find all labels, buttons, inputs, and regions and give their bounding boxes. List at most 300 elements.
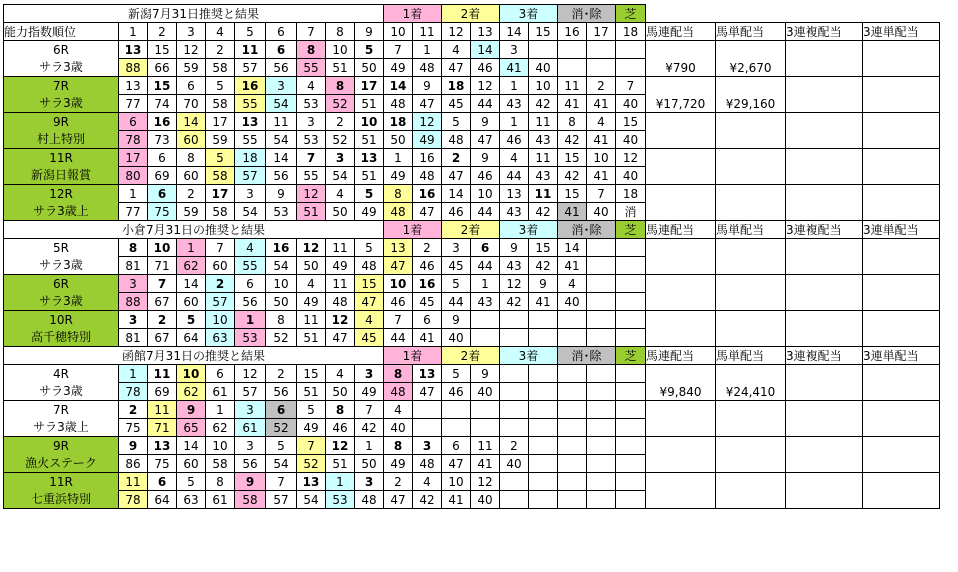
horse-number: 1 bbox=[413, 41, 442, 59]
ability-index: 50 bbox=[326, 203, 355, 221]
ability-index bbox=[529, 383, 558, 401]
race-rank-row bbox=[4, 401, 940, 419]
ability-index: 43 bbox=[471, 293, 500, 311]
ability-index: 75 bbox=[119, 419, 148, 437]
payout-value bbox=[646, 437, 716, 473]
ability-index bbox=[558, 59, 587, 77]
ability-index bbox=[500, 329, 529, 347]
legend-scratch: 消･除 bbox=[558, 347, 616, 365]
horse-number: 3 bbox=[235, 401, 266, 419]
horse-number: 4 bbox=[413, 473, 442, 491]
horse-number: 3 bbox=[119, 275, 148, 293]
horse-number: 4 bbox=[384, 401, 413, 419]
horse-number: 9 bbox=[413, 77, 442, 95]
ability-index bbox=[587, 329, 616, 347]
horse-number: 2 bbox=[413, 239, 442, 257]
horse-number: 9 bbox=[471, 365, 500, 383]
horse-number: 8 bbox=[558, 113, 587, 131]
horse-number bbox=[500, 473, 529, 491]
ability-index: 43 bbox=[529, 167, 558, 185]
ability-index: 70 bbox=[177, 95, 206, 113]
ability-index: 69 bbox=[148, 383, 177, 401]
horse-number bbox=[413, 401, 442, 419]
ability-index: 51 bbox=[355, 167, 384, 185]
horse-number: 12 bbox=[326, 311, 355, 329]
horse-number: 1 bbox=[471, 275, 500, 293]
ability-index: 56 bbox=[235, 455, 266, 473]
ability-index bbox=[500, 383, 529, 401]
horse-number: 16 bbox=[148, 113, 177, 131]
legend-third: 3着 bbox=[500, 5, 558, 23]
horse-number: 3 bbox=[355, 365, 384, 383]
horse-number: 10 bbox=[177, 365, 206, 383]
payout-value bbox=[716, 149, 786, 185]
ability-index: 60 bbox=[206, 257, 235, 275]
ability-index: 45 bbox=[442, 95, 471, 113]
ability-index: 48 bbox=[413, 167, 442, 185]
payout-value bbox=[786, 275, 863, 311]
column-number: 4 bbox=[206, 23, 235, 41]
payout-header: 3連単配当 bbox=[863, 221, 940, 239]
horse-number: 5 bbox=[355, 185, 384, 203]
horse-number: 3 bbox=[355, 473, 384, 491]
horse-number: 17 bbox=[355, 77, 384, 95]
horse-number: 1 bbox=[500, 77, 529, 95]
horse-number: 6 bbox=[442, 437, 471, 455]
horse-number: 6 bbox=[148, 185, 177, 203]
ability-index: 40 bbox=[442, 329, 471, 347]
column-number: 5 bbox=[235, 23, 266, 41]
ability-index: 75 bbox=[148, 203, 177, 221]
ability-index: 40 bbox=[587, 203, 616, 221]
race-number: 11R bbox=[4, 149, 119, 167]
horse-number bbox=[616, 473, 646, 491]
payout-value bbox=[716, 275, 786, 311]
ability-index: 66 bbox=[148, 59, 177, 77]
ability-index bbox=[471, 419, 500, 437]
ability-index: 消 bbox=[616, 203, 646, 221]
payout-value bbox=[646, 239, 716, 275]
payout-header: 3連複配当 bbox=[786, 221, 863, 239]
column-number: 2 bbox=[148, 23, 177, 41]
ability-index: 62 bbox=[177, 257, 206, 275]
payout-blank bbox=[863, 5, 940, 23]
column-number: 12 bbox=[442, 23, 471, 41]
horse-number: 2 bbox=[177, 185, 206, 203]
ability-index bbox=[558, 329, 587, 347]
payout-value bbox=[716, 239, 786, 275]
ability-index: 40 bbox=[500, 455, 529, 473]
horse-number: 11 bbox=[529, 185, 558, 203]
ability-index: 57 bbox=[235, 59, 266, 77]
horse-number: 8 bbox=[384, 365, 413, 383]
column-header-row bbox=[4, 23, 940, 41]
race-number: 11R bbox=[4, 473, 119, 491]
horse-number: 4 bbox=[442, 41, 471, 59]
ability-index: 47 bbox=[442, 59, 471, 77]
ability-index: 56 bbox=[266, 59, 297, 77]
ability-index bbox=[558, 419, 587, 437]
horse-number: 16 bbox=[235, 77, 266, 95]
ability-index: 67 bbox=[148, 329, 177, 347]
horse-number: 8 bbox=[177, 149, 206, 167]
horse-number: 5 bbox=[297, 401, 326, 419]
payout-value bbox=[786, 239, 863, 275]
ability-index: 55 bbox=[235, 95, 266, 113]
horse-number: 15 bbox=[148, 41, 177, 59]
race-name: サラ3歳 bbox=[4, 257, 119, 275]
ability-index: 80 bbox=[119, 167, 148, 185]
ability-index: 41 bbox=[500, 59, 529, 77]
ability-index: 67 bbox=[148, 293, 177, 311]
ability-index bbox=[616, 419, 646, 437]
ability-index: 48 bbox=[413, 455, 442, 473]
column-number: 1 bbox=[119, 23, 148, 41]
ability-index: 45 bbox=[413, 293, 442, 311]
horse-number: 6 bbox=[266, 41, 297, 59]
ability-index: 44 bbox=[471, 257, 500, 275]
race-number: 6R bbox=[4, 275, 119, 293]
ability-index: 53 bbox=[297, 95, 326, 113]
ability-index: 57 bbox=[235, 167, 266, 185]
horse-number: 15 bbox=[616, 113, 646, 131]
ability-index: 43 bbox=[500, 95, 529, 113]
payout-value bbox=[646, 149, 716, 185]
horse-number: 2 bbox=[384, 473, 413, 491]
ability-index: 52 bbox=[297, 455, 326, 473]
horse-number: 17 bbox=[206, 185, 235, 203]
ability-index bbox=[616, 257, 646, 275]
horse-number bbox=[529, 401, 558, 419]
ability-index: 62 bbox=[177, 383, 206, 401]
ability-index: 43 bbox=[500, 203, 529, 221]
ability-index: 41 bbox=[471, 455, 500, 473]
ability-index: 56 bbox=[235, 293, 266, 311]
horse-number: 3 bbox=[413, 437, 442, 455]
horse-number: 12 bbox=[235, 365, 266, 383]
horse-number: 9 bbox=[266, 185, 297, 203]
ability-index: 48 bbox=[413, 59, 442, 77]
payout-value bbox=[786, 311, 863, 347]
ability-index bbox=[587, 455, 616, 473]
horse-number: 12 bbox=[177, 41, 206, 59]
ability-index: 47 bbox=[413, 95, 442, 113]
horse-number: 13 bbox=[235, 113, 266, 131]
ability-index: 45 bbox=[442, 257, 471, 275]
column-number: 18 bbox=[616, 23, 646, 41]
column-number: 6 bbox=[266, 23, 297, 41]
horse-number: 6 bbox=[266, 401, 297, 419]
payout-value: ¥9,840 bbox=[646, 365, 716, 401]
payout-value bbox=[646, 185, 716, 221]
horse-number: 2 bbox=[206, 41, 235, 59]
column-number: 13 bbox=[471, 23, 500, 41]
horse-number: 10 bbox=[266, 275, 297, 293]
race-rank-row bbox=[4, 113, 940, 131]
ability-index: 46 bbox=[442, 383, 471, 401]
ability-index: 48 bbox=[442, 131, 471, 149]
ability-index: 77 bbox=[119, 95, 148, 113]
ability-index: 48 bbox=[384, 203, 413, 221]
payout-value bbox=[786, 401, 863, 437]
horse-number: 12 bbox=[616, 149, 646, 167]
ability-index: 49 bbox=[384, 455, 413, 473]
ability-index: 78 bbox=[119, 383, 148, 401]
horse-number: 5 bbox=[442, 113, 471, 131]
ability-index: 46 bbox=[471, 167, 500, 185]
horse-number: 3 bbox=[500, 41, 529, 59]
horse-number: 7 bbox=[384, 41, 413, 59]
ability-index bbox=[500, 491, 529, 509]
horse-number: 6 bbox=[471, 239, 500, 257]
horse-number: 10 bbox=[355, 113, 384, 131]
race-rank-row bbox=[4, 185, 940, 203]
horse-number: 4 bbox=[326, 365, 355, 383]
horse-number bbox=[587, 239, 616, 257]
horse-number: 8 bbox=[384, 185, 413, 203]
ability-index: 49 bbox=[297, 419, 326, 437]
ability-index: 51 bbox=[297, 383, 326, 401]
horse-number: 3 bbox=[119, 311, 148, 329]
race-rank-row bbox=[4, 275, 940, 293]
race-number: 10R bbox=[4, 311, 119, 329]
ability-index: 41 bbox=[558, 203, 587, 221]
ability-index bbox=[616, 329, 646, 347]
ability-index: 40 bbox=[616, 131, 646, 149]
ability-index: 42 bbox=[500, 293, 529, 311]
race-name: 漁火ステーク bbox=[4, 455, 119, 473]
horse-number: 8 bbox=[326, 401, 355, 419]
ability-index: 60 bbox=[177, 167, 206, 185]
horse-number: 5 bbox=[266, 437, 297, 455]
payout-value bbox=[716, 311, 786, 347]
horse-number: 2 bbox=[442, 149, 471, 167]
ability-index: 62 bbox=[206, 419, 235, 437]
ability-index: 41 bbox=[558, 95, 587, 113]
horse-number bbox=[616, 365, 646, 383]
horse-number: 3 bbox=[235, 185, 266, 203]
race-number: 5R bbox=[4, 239, 119, 257]
horse-number: 9 bbox=[500, 239, 529, 257]
horse-number bbox=[558, 473, 587, 491]
horse-number: 18 bbox=[384, 113, 413, 131]
horse-number: 1 bbox=[235, 311, 266, 329]
horse-number: 15 bbox=[558, 149, 587, 167]
ability-index bbox=[587, 59, 616, 77]
ability-index: 59 bbox=[206, 131, 235, 149]
ability-index bbox=[442, 419, 471, 437]
ability-index: 40 bbox=[529, 59, 558, 77]
ability-index: 54 bbox=[266, 131, 297, 149]
ability-index: 41 bbox=[587, 167, 616, 185]
payout-header: 3連単配当 bbox=[863, 23, 940, 41]
race-name: サラ3歳 bbox=[4, 95, 119, 113]
section-title-row bbox=[4, 5, 940, 23]
ability-index: 64 bbox=[177, 329, 206, 347]
payout-value bbox=[786, 473, 863, 509]
horse-number: 17 bbox=[206, 113, 235, 131]
payout-value bbox=[646, 311, 716, 347]
ability-index: 51 bbox=[355, 95, 384, 113]
legend-scratch: 消･除 bbox=[558, 221, 616, 239]
payout-header: 馬連配当 bbox=[646, 347, 716, 365]
horse-number bbox=[616, 41, 646, 59]
horse-number: 1 bbox=[326, 473, 355, 491]
ability-index: 48 bbox=[355, 257, 384, 275]
section-title: 函館7月31日の推奨と結果 bbox=[4, 347, 384, 365]
legend-second: 2着 bbox=[442, 347, 500, 365]
horse-number: 14 bbox=[177, 275, 206, 293]
horse-number: 9 bbox=[119, 437, 148, 455]
horse-number: 13 bbox=[119, 77, 148, 95]
horse-number bbox=[558, 437, 587, 455]
ability-index: 49 bbox=[384, 59, 413, 77]
horse-number bbox=[558, 365, 587, 383]
legend-turf: 芝 bbox=[616, 221, 646, 239]
legend-first: 1着 bbox=[384, 221, 442, 239]
horse-number: 6 bbox=[413, 311, 442, 329]
horse-number bbox=[558, 311, 587, 329]
ability-index bbox=[587, 491, 616, 509]
ability-index bbox=[616, 491, 646, 509]
horse-number: 1 bbox=[177, 239, 206, 257]
payout-blank bbox=[716, 5, 786, 23]
payout-value bbox=[786, 41, 863, 77]
ability-index: 56 bbox=[266, 383, 297, 401]
ability-index bbox=[587, 383, 616, 401]
section-title-row bbox=[4, 221, 940, 239]
horse-number: 1 bbox=[119, 185, 148, 203]
payout-value bbox=[863, 185, 940, 221]
horse-number: 9 bbox=[235, 473, 266, 491]
race-rank-row bbox=[4, 311, 940, 329]
ability-index bbox=[616, 455, 646, 473]
horse-number: 11 bbox=[326, 275, 355, 293]
ability-index: 44 bbox=[384, 329, 413, 347]
ability-index: 86 bbox=[119, 455, 148, 473]
ability-index: 55 bbox=[235, 131, 266, 149]
horse-number: 10 bbox=[148, 239, 177, 257]
horse-number bbox=[529, 311, 558, 329]
results-table bbox=[3, 4, 940, 509]
horse-number: 7 bbox=[266, 473, 297, 491]
ability-index: 47 bbox=[442, 167, 471, 185]
ability-index: 58 bbox=[235, 491, 266, 509]
horse-number: 5 bbox=[442, 365, 471, 383]
ability-index: 53 bbox=[326, 491, 355, 509]
horse-number bbox=[500, 401, 529, 419]
ability-index: 42 bbox=[529, 95, 558, 113]
payout-value bbox=[786, 437, 863, 473]
payout-header: 馬単配当 bbox=[716, 347, 786, 365]
ability-index: 44 bbox=[471, 203, 500, 221]
horse-number bbox=[616, 401, 646, 419]
horse-number bbox=[616, 311, 646, 329]
payout-header: 馬連配当 bbox=[646, 23, 716, 41]
ability-index: 54 bbox=[235, 203, 266, 221]
horse-number: 8 bbox=[206, 473, 235, 491]
ability-index bbox=[587, 257, 616, 275]
race-name: サラ3歳 bbox=[4, 293, 119, 311]
payout-value bbox=[863, 113, 940, 149]
horse-number: 1 bbox=[384, 149, 413, 167]
ability-index: 51 bbox=[297, 203, 326, 221]
horse-number bbox=[529, 365, 558, 383]
horse-number: 11 bbox=[148, 401, 177, 419]
horse-number: 18 bbox=[616, 185, 646, 203]
payout-value: ¥790 bbox=[646, 41, 716, 77]
horse-number: 11 bbox=[148, 365, 177, 383]
ability-index: 51 bbox=[326, 59, 355, 77]
horse-number: 2 bbox=[119, 401, 148, 419]
ability-index: 48 bbox=[326, 293, 355, 311]
ability-index: 54 bbox=[326, 167, 355, 185]
ability-index bbox=[529, 491, 558, 509]
horse-number: 7 bbox=[384, 311, 413, 329]
horse-number: 5 bbox=[355, 41, 384, 59]
horse-number bbox=[587, 365, 616, 383]
horse-number: 6 bbox=[119, 113, 148, 131]
horse-number bbox=[500, 365, 529, 383]
ability-index: 58 bbox=[206, 167, 235, 185]
payout-value bbox=[863, 41, 940, 77]
horse-number: 2 bbox=[326, 113, 355, 131]
ability-index: 47 bbox=[384, 491, 413, 509]
horse-number: 5 bbox=[206, 77, 235, 95]
ability-index: 59 bbox=[177, 203, 206, 221]
ability-index: 46 bbox=[500, 131, 529, 149]
ability-index: 55 bbox=[235, 257, 266, 275]
horse-number bbox=[442, 401, 471, 419]
horse-number: 13 bbox=[148, 437, 177, 455]
race-rank-row bbox=[4, 437, 940, 455]
payout-value: ¥2,670 bbox=[716, 41, 786, 77]
horse-number: 2 bbox=[148, 311, 177, 329]
horse-number: 15 bbox=[297, 365, 326, 383]
payout-value bbox=[646, 113, 716, 149]
horse-number: 11 bbox=[529, 149, 558, 167]
ability-index: 50 bbox=[355, 455, 384, 473]
column-number: 16 bbox=[558, 23, 587, 41]
horse-number: 8 bbox=[266, 311, 297, 329]
horse-number: 2 bbox=[587, 77, 616, 95]
payout-value bbox=[863, 239, 940, 275]
legend-first: 1着 bbox=[384, 5, 442, 23]
horse-number: 10 bbox=[471, 185, 500, 203]
race-name: サラ3歳上 bbox=[4, 419, 119, 437]
ability-index bbox=[529, 329, 558, 347]
horse-number: 1 bbox=[119, 365, 148, 383]
horse-number: 15 bbox=[148, 77, 177, 95]
horse-number: 12 bbox=[471, 473, 500, 491]
horse-number: 15 bbox=[558, 185, 587, 203]
ability-index: 75 bbox=[148, 455, 177, 473]
ability-index: 52 bbox=[266, 329, 297, 347]
race-name: サラ3歳 bbox=[4, 59, 119, 77]
ability-index: 43 bbox=[529, 131, 558, 149]
race-number: 12R bbox=[4, 185, 119, 203]
payout-value bbox=[716, 437, 786, 473]
section-title: 小倉7月31日の推奨と結果 bbox=[4, 221, 384, 239]
ability-index: 78 bbox=[119, 131, 148, 149]
ability-index: 46 bbox=[384, 293, 413, 311]
ability-index bbox=[616, 59, 646, 77]
ability-index: 49 bbox=[384, 167, 413, 185]
race-rank-row bbox=[4, 77, 940, 95]
ability-index: 50 bbox=[355, 59, 384, 77]
ability-index: 44 bbox=[500, 167, 529, 185]
ability-index: 41 bbox=[587, 95, 616, 113]
